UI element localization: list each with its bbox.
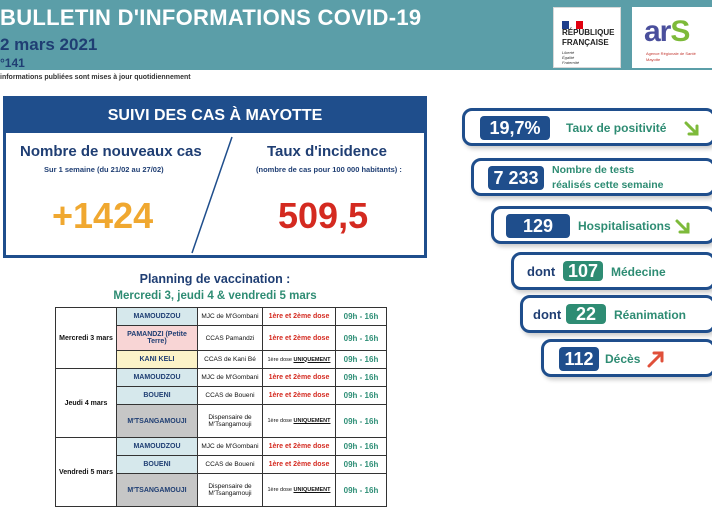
hours-cell: 09h - 16h: [336, 405, 387, 438]
cases-panel-header: SUIVI DES CAS À MAYOTTE: [6, 99, 424, 133]
dose-cell: 1ère et 2ème dose: [263, 369, 336, 387]
ars-wordmark: arS: [644, 15, 690, 48]
incidence-title: Taux d'incidence: [267, 143, 387, 160]
day-cell: Mercredi 3 mars: [56, 308, 117, 369]
ars-subtitle-2: Mayotte: [646, 57, 661, 62]
place-cell: MJC de M'Gombani: [198, 369, 263, 387]
rf-motto-2: Égalité: [562, 55, 575, 60]
reanimation-label: Réanimation: [614, 308, 687, 322]
update-note: informations publiées sont mises à jour quotidiennement: [0, 74, 191, 81]
hours-cell: 09h - 16h: [336, 308, 387, 326]
medecine-prefix: dont: [527, 264, 556, 279]
hours-cell: 09h - 16h: [336, 326, 387, 351]
site-cell: KANI KELI: [117, 351, 198, 369]
new-cases-value: +1424: [52, 195, 154, 236]
positivity-value: 19,7%: [480, 116, 550, 140]
reanimation-prefix: dont: [533, 307, 562, 322]
hours-cell: 09h - 16h: [336, 387, 387, 405]
rf-motto-3: Fraternité: [562, 60, 580, 65]
site-cell: M'TSANGAMOUJI: [117, 474, 198, 507]
vaccination-title: Planning de vaccination :: [139, 272, 291, 286]
vaccination-dates: Mercredi 3, jeudi 4 & vendredi 5 mars: [113, 290, 317, 302]
site-cell: PAMANDZI (Petite Terre): [117, 326, 198, 351]
day-cell: Jeudi 4 mars: [56, 369, 117, 438]
deces-card: [541, 339, 712, 377]
vaccination-table: [55, 307, 387, 507]
trend-down-arrow-icon: [674, 218, 692, 236]
cases-panel: [3, 96, 427, 258]
dose-cell: 1ère dose UNIQUEMENT: [263, 474, 336, 507]
incidence-unit: (nombre de cas pour 100 000 habitants) :: [256, 165, 402, 174]
hospitalisations-label: Hospitalisations: [578, 219, 671, 233]
hours-cell: 09h - 16h: [336, 456, 387, 474]
dose-cell: 1ère et 2ème dose: [263, 456, 336, 474]
hospitalisations-card: [491, 206, 712, 244]
rf-line-2: FRANÇAISE: [562, 38, 609, 47]
medecine-card: [511, 252, 712, 290]
french-flag-icon: [562, 16, 584, 24]
reanimation-card: [520, 295, 712, 333]
place-cell: CCAS de Boueni: [198, 387, 263, 405]
dose-cell: 1ère dose UNIQUEMENT: [263, 351, 336, 369]
bulletin-title: BULLETIN D'INFORMATIONS COVID-19: [0, 5, 422, 30]
tests-value: 7 233: [488, 166, 544, 190]
rf-line-1: RÉPUBLIQUE: [562, 28, 615, 37]
dose-cell: 1ère dose UNIQUEMENT: [263, 405, 336, 438]
place-cell: Dispensaire de M'Tsangamouji: [198, 474, 263, 507]
trend-down-arrow-icon: [683, 120, 701, 138]
hours-cell: 09h - 16h: [336, 438, 387, 456]
dose-cell: 1ère et 2ème dose: [263, 326, 336, 351]
new-cases-period: Sur 1 semaine (du 21/02 au 27/02): [44, 165, 164, 174]
incidence-value: 509,5: [278, 195, 369, 236]
reanimation-value: 22: [566, 304, 606, 324]
day-cell: Vendredi 5 mars: [56, 438, 117, 507]
table-row: [56, 438, 387, 456]
site-cell: MAMOUDZOU: [117, 438, 198, 456]
tests-label-2: réalisés cette semaine: [552, 179, 664, 191]
site-cell: BOUENI: [117, 456, 198, 474]
hours-cell: 09h - 16h: [336, 474, 387, 507]
tests-card: [471, 158, 712, 196]
hours-cell: 09h - 16h: [336, 351, 387, 369]
deces-value: 112: [559, 347, 599, 371]
medecine-value: 107: [563, 261, 603, 281]
bulletin-date: 2 mars 2021: [0, 35, 98, 54]
positivity-label: Taux de positivité: [566, 121, 667, 135]
place-cell: MJC de M'Gombani: [198, 438, 263, 456]
site-cell: MAMOUDZOU: [117, 308, 198, 326]
place-cell: MJC de M'Gombani: [198, 308, 263, 326]
hours-cell: 09h - 16h: [336, 369, 387, 387]
hospitalisations-value: 129: [506, 214, 570, 238]
site-cell: BOUENI: [117, 387, 198, 405]
dose-cell: 1ère et 2ème dose: [263, 387, 336, 405]
deces-label: Décès: [605, 352, 641, 366]
place-cell: CCAS de Boueni: [198, 456, 263, 474]
place-cell: CCAS de Kani Bé: [198, 351, 263, 369]
site-cell: MAMOUDZOU: [117, 369, 198, 387]
rf-motto-1: Liberté: [562, 50, 575, 55]
table-row: [56, 308, 387, 326]
ars-subtitle: Agence Régionale de Santé: [646, 51, 696, 56]
bulletin-number: °141: [0, 56, 25, 70]
place-cell: CCAS Pamandzi: [198, 326, 263, 351]
positivity-card: [462, 108, 712, 146]
medecine-label: Médecine: [611, 265, 666, 279]
trend-up-arrow-icon: [646, 349, 666, 369]
dose-cell: 1ère et 2ème dose: [263, 308, 336, 326]
table-row: [56, 369, 387, 387]
place-cell: Dispensaire de M'Tsangamouji: [198, 405, 263, 438]
ars-logo: [632, 7, 712, 68]
republique-francaise-logo: [553, 7, 621, 68]
new-cases-title: Nombre de nouveaux cas: [20, 143, 202, 160]
site-cell: M'TSANGAMOUJI: [117, 405, 198, 438]
dose-cell: 1ère et 2ème dose: [263, 438, 336, 456]
tests-label-1: Nombre de tests: [552, 164, 635, 176]
